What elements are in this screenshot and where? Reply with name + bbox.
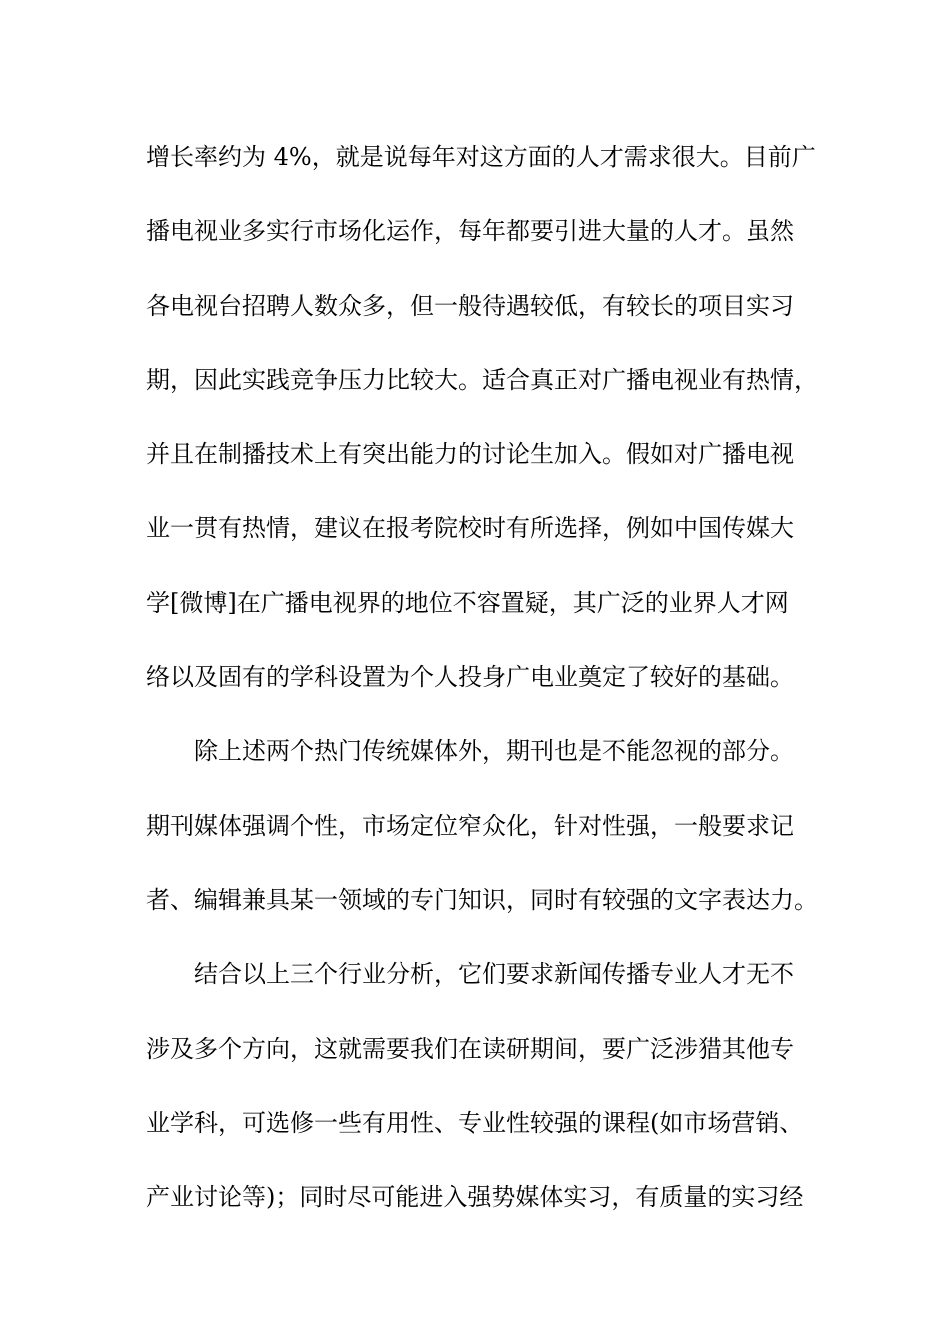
- text-line: 增长率约为 4%，就是说每年对这方面的人才需求很大。目前广: [146, 143, 816, 171]
- body-text: [146, 133, 836, 1247]
- text-line: 业学科，可选修一些有用性、专业性较强的课程(如市场营销、: [146, 1108, 804, 1137]
- text-line: 产业讨论等)；同时尽可能进入强势媒体实习，有质量的实习经: [146, 1183, 804, 1212]
- text-line: 络以及固有的学科设置为个人投身广电业奠定了较好的基础。: [146, 663, 794, 692]
- paragraph-first-line: 除上述两个热门传统媒体外，期刊也是不能忽视的部分。: [194, 737, 794, 766]
- text-line: 期刊媒体强调个性，市场定位窄众化，针对性强，一般要求记: [146, 811, 794, 840]
- text-line: 业一贯有热情，建议在报考院校时有所选择，例如中国传媒大: [146, 514, 794, 543]
- text-line: 期，因此实践竞争压力比较大。适合真正对广播电视业有热情，: [146, 365, 818, 394]
- text-line: 并且在制播技术上有突出能力的讨论生加入。假如对广播电视: [146, 440, 794, 469]
- text-line: 涉及多个方向，这就需要我们在读研期间，要广泛涉猎其他专: [146, 1034, 794, 1063]
- text-line: 播电视业多实行市场化运作，每年都要引进大量的人才。虽然: [146, 217, 794, 246]
- paragraph-first-line: 结合以上三个行业分析，它们要求新闻传播专业人才无不: [194, 960, 794, 989]
- text-line: 者、编辑兼具某一领域的专门知识，同时有较强的文字表达力。: [146, 885, 818, 914]
- text-line: 各电视台招聘人数众多，但一般待遇较低，有较长的项目实习: [146, 291, 794, 320]
- text-line: 学[微博]在广播电视界的地位不容置疑，其广泛的业界人才网: [146, 588, 789, 617]
